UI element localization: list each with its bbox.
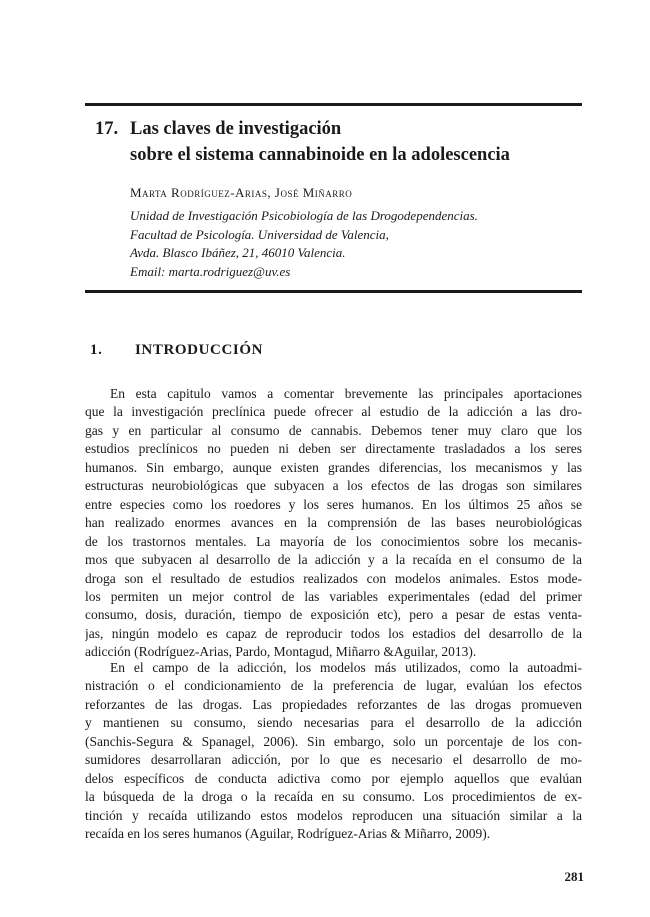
text-line: recaída en los seres humanos (Aguilar, Rodríguez-Arias & Miñarro, 2009).: [85, 826, 491, 842]
chapter-title-line2: sobre el sistema cannabinoide en la adolescencia: [130, 145, 510, 165]
text-line: estudios preclínicos no pueden ni deben ser directamente trasladados a los seres: [85, 441, 582, 457]
text-line: jas, ningún modelo es capaz de reproducir todos los estadios del desarrollo de la: [85, 625, 582, 641]
text-line: humanos. Sin embargo, aunque existen grandes diferencias, los mecanismos y las: [85, 459, 582, 475]
text-line: droga son el resultado de estudios realizados con modelos animales. Estos mode-: [85, 570, 582, 586]
text-line: de los trastornos mentales. La mayoría de los conocimientos sobre los mecanis-: [85, 533, 582, 549]
affiliation-line1: Unidad de Investigación Psicobiología de las Drogodependencias.: [130, 208, 478, 223]
text-line: y mantienen su consumo, siendo necesarias para el desarrollo de la adicción: [85, 715, 582, 731]
affiliation-line2: Facultad de Psicología. Universidad de Valencia,: [130, 226, 389, 242]
text-line: la búsqueda de la droga o la recaída en su consumo. Los procedimientos de ex-: [85, 789, 582, 805]
text-line: nistración o el condicionamiento de la preferencia de lugar, evalúan los efectos: [85, 678, 582, 694]
chapter-title-line1: Las claves de investigación: [130, 119, 342, 139]
paragraph-1: [85, 385, 582, 662]
text-line: En el campo de la adicción, los modelos más utilizados, como la autoadmi-: [110, 660, 582, 675]
text-line: consumo, dosis, duración, tiempo de exposición etc), pero a pesar de estas venta-: [85, 607, 582, 623]
text-line: gas y en particular al consumo de cannabis. Debemos tener muy claro que los: [85, 422, 582, 438]
section-title: INTRODUCCIÓN: [135, 342, 264, 358]
text-line: mos que subyacen al desarrollo de la adicción y a la recaída en el consumo de la: [85, 552, 582, 568]
author-email: Email: marta.rodriguez@uv.es: [130, 264, 291, 279]
text-line: (Sanchis-Segura & Spanagel, 2006). Sin embargo, solo un porcentaje de los con-: [85, 733, 582, 749]
text-line: delos específicos de conducta adictiva como por ejemplo aquellos que evalúan: [85, 770, 582, 786]
section-heading: [90, 342, 263, 359]
section-number: 1.: [90, 342, 103, 358]
text-line: entre especies como los roedores y los seres humanos. En los últimos 25 años se: [85, 496, 582, 512]
chapter-title: [95, 116, 575, 168]
text-line: adicción (Rodríguez-Arias, Pardo, Montagud, Miñarro &Aguilar, 2013).: [85, 644, 477, 660]
text-line: estructuras neurobiológicas que subyacen a los efectos de las drogas son similares: [85, 478, 582, 494]
text-line: han realizado enormes avances en la comprensión de las bases neurobiológicas: [85, 515, 582, 531]
bottom-rule: [85, 290, 582, 293]
authors: Marta Rodríguez-Arias, José Miñarro: [130, 185, 353, 200]
paragraph-2: [85, 659, 582, 844]
text-line: sumidores desarrollaran adicción, por lo que es necesario el desarrollo de mo-: [85, 752, 582, 768]
text-line: los permiten un mejor control de las variables experimentales (edad del primer: [85, 588, 582, 604]
text-line: tinción y recaída utilizando estos modelos reproducen una situación similar a la: [85, 807, 582, 823]
page-number: 281: [564, 869, 584, 884]
affiliation-line3: Avda. Blasco Ibáñez, 21, 46010 Valencia.: [130, 245, 346, 260]
text-line: En esta capitulo vamos a comentar brevemente las principales aportaciones: [110, 386, 582, 401]
chapter-number: 17.: [95, 119, 119, 139]
text-line: que la investigación preclínica puede ofrecer al estudio de la adicción a las dro-: [85, 404, 582, 420]
top-rule: [85, 103, 582, 106]
affiliation: [130, 207, 478, 263]
text-line: reforzantes de las drogas. Las propiedades reforzantes de las drogas promueven: [85, 696, 582, 712]
